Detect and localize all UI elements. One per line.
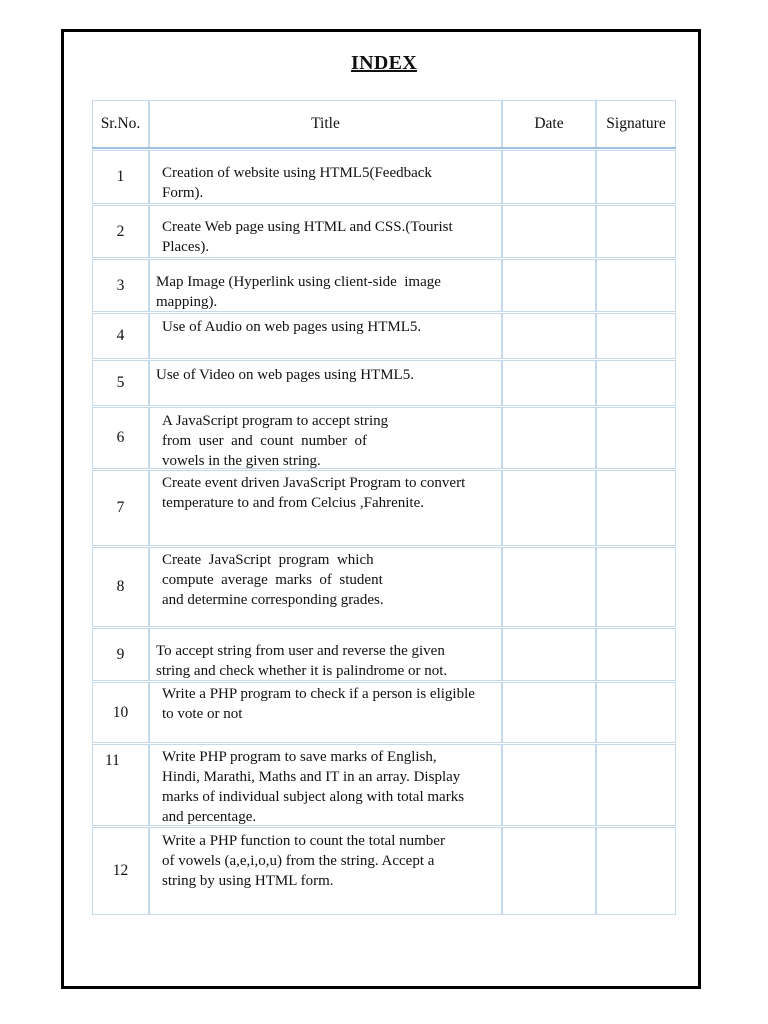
- title-line: vowels in the given string.: [162, 453, 321, 469]
- title-line: string and check whether it is palindrome or not.: [156, 663, 448, 679]
- row-number: 3: [92, 259, 149, 312]
- title-line: string by using HTML form.: [162, 873, 334, 889]
- row-number: 9: [92, 628, 149, 681]
- row-number: 5: [92, 360, 149, 406]
- row-signature-cell: [596, 470, 676, 546]
- title-line: from user and count number of: [162, 433, 367, 449]
- title-line: Write a PHP program to check if a person is eligible: [162, 686, 475, 702]
- row-title: [149, 313, 502, 359]
- row-signature-cell: [596, 259, 676, 312]
- header-title: Title: [149, 100, 502, 148]
- title-line: and determine corresponding grades.: [162, 592, 384, 608]
- title-line: of vowels (a,e,i,o,u) from the string. Accept a: [162, 853, 435, 869]
- row-date-cell: [502, 744, 596, 826]
- title-line: marks of individual subject along with total marks: [162, 789, 465, 805]
- row-date-cell: [502, 407, 596, 469]
- row-signature-cell: [596, 313, 676, 359]
- row-title: [149, 205, 502, 258]
- title-line: Places).: [162, 239, 210, 255]
- title-line: Use of Audio on web pages using HTML5.: [162, 319, 422, 335]
- row-number: 2: [92, 205, 149, 258]
- title-line: Create Web page using HTML and CSS.(Tourist: [162, 219, 453, 235]
- row-date-cell: [502, 547, 596, 627]
- row-signature-cell: [596, 827, 676, 915]
- title-line: Write a PHP function to count the total number: [162, 833, 445, 849]
- row-number: 8: [92, 547, 149, 627]
- header-divider: [92, 147, 676, 149]
- row-title: [149, 407, 502, 469]
- row-title: [149, 744, 502, 826]
- row-date-cell: [502, 313, 596, 359]
- header-signature: Signature: [596, 100, 676, 148]
- row-number: 12: [92, 827, 149, 915]
- title-line: Use of Video on web pages using HTML5.: [156, 367, 414, 383]
- row-signature-cell: [596, 150, 676, 204]
- title-line: Map Image (Hyperlink using client-side image: [156, 274, 441, 290]
- row-number: 11: [92, 744, 149, 826]
- title-line: compute average marks of student: [162, 572, 383, 588]
- row-title: [149, 628, 502, 681]
- row-signature-cell: [596, 547, 676, 627]
- title-line: Create JavaScript program which: [162, 552, 374, 568]
- row-title: [149, 470, 502, 546]
- row-number: 10: [92, 682, 149, 743]
- row-date-cell: [502, 470, 596, 546]
- row-title: [149, 682, 502, 743]
- title-line: Creation of website using HTML5(Feedback: [162, 165, 432, 181]
- row-number: 7: [92, 470, 149, 546]
- title-line: Hindi, Marathi, Maths and IT in an array. Display: [162, 769, 461, 785]
- row-date-cell: [502, 360, 596, 406]
- row-title: [149, 547, 502, 627]
- row-date-cell: [502, 682, 596, 743]
- row-title: [149, 259, 502, 312]
- row-date-cell: [502, 827, 596, 915]
- title-line: To accept string from user and reverse the given: [156, 643, 445, 659]
- row-number: 4: [92, 313, 149, 359]
- row-title: [149, 827, 502, 915]
- row-signature-cell: [596, 628, 676, 681]
- title-line: mapping).: [156, 294, 218, 310]
- row-number: 6: [92, 407, 149, 469]
- row-signature-cell: [596, 205, 676, 258]
- row-title: [149, 150, 502, 204]
- row-signature-cell: [596, 682, 676, 743]
- row-date-cell: [502, 150, 596, 204]
- title-line: temperature to and from Celcius ,Fahrenite.: [162, 495, 424, 511]
- row-date-cell: [502, 628, 596, 681]
- header-srno: Sr.No.: [92, 100, 149, 148]
- row-signature-cell: [596, 744, 676, 826]
- index-heading: INDEX: [351, 52, 417, 74]
- title-line: to vote or not: [162, 706, 243, 722]
- title-line: A JavaScript program to accept string: [162, 413, 389, 429]
- title-line: Form).: [162, 185, 204, 201]
- row-title: [149, 360, 502, 406]
- row-date-cell: [502, 259, 596, 312]
- title-line: and percentage.: [162, 809, 257, 825]
- header-date: Date: [502, 100, 596, 148]
- title-line: Write PHP program to save marks of English,: [162, 749, 437, 765]
- row-signature-cell: [596, 407, 676, 469]
- row-number: 1: [92, 150, 149, 204]
- row-signature-cell: [596, 360, 676, 406]
- row-date-cell: [502, 205, 596, 258]
- title-line: Create event driven JavaScript Program to convert: [162, 475, 466, 491]
